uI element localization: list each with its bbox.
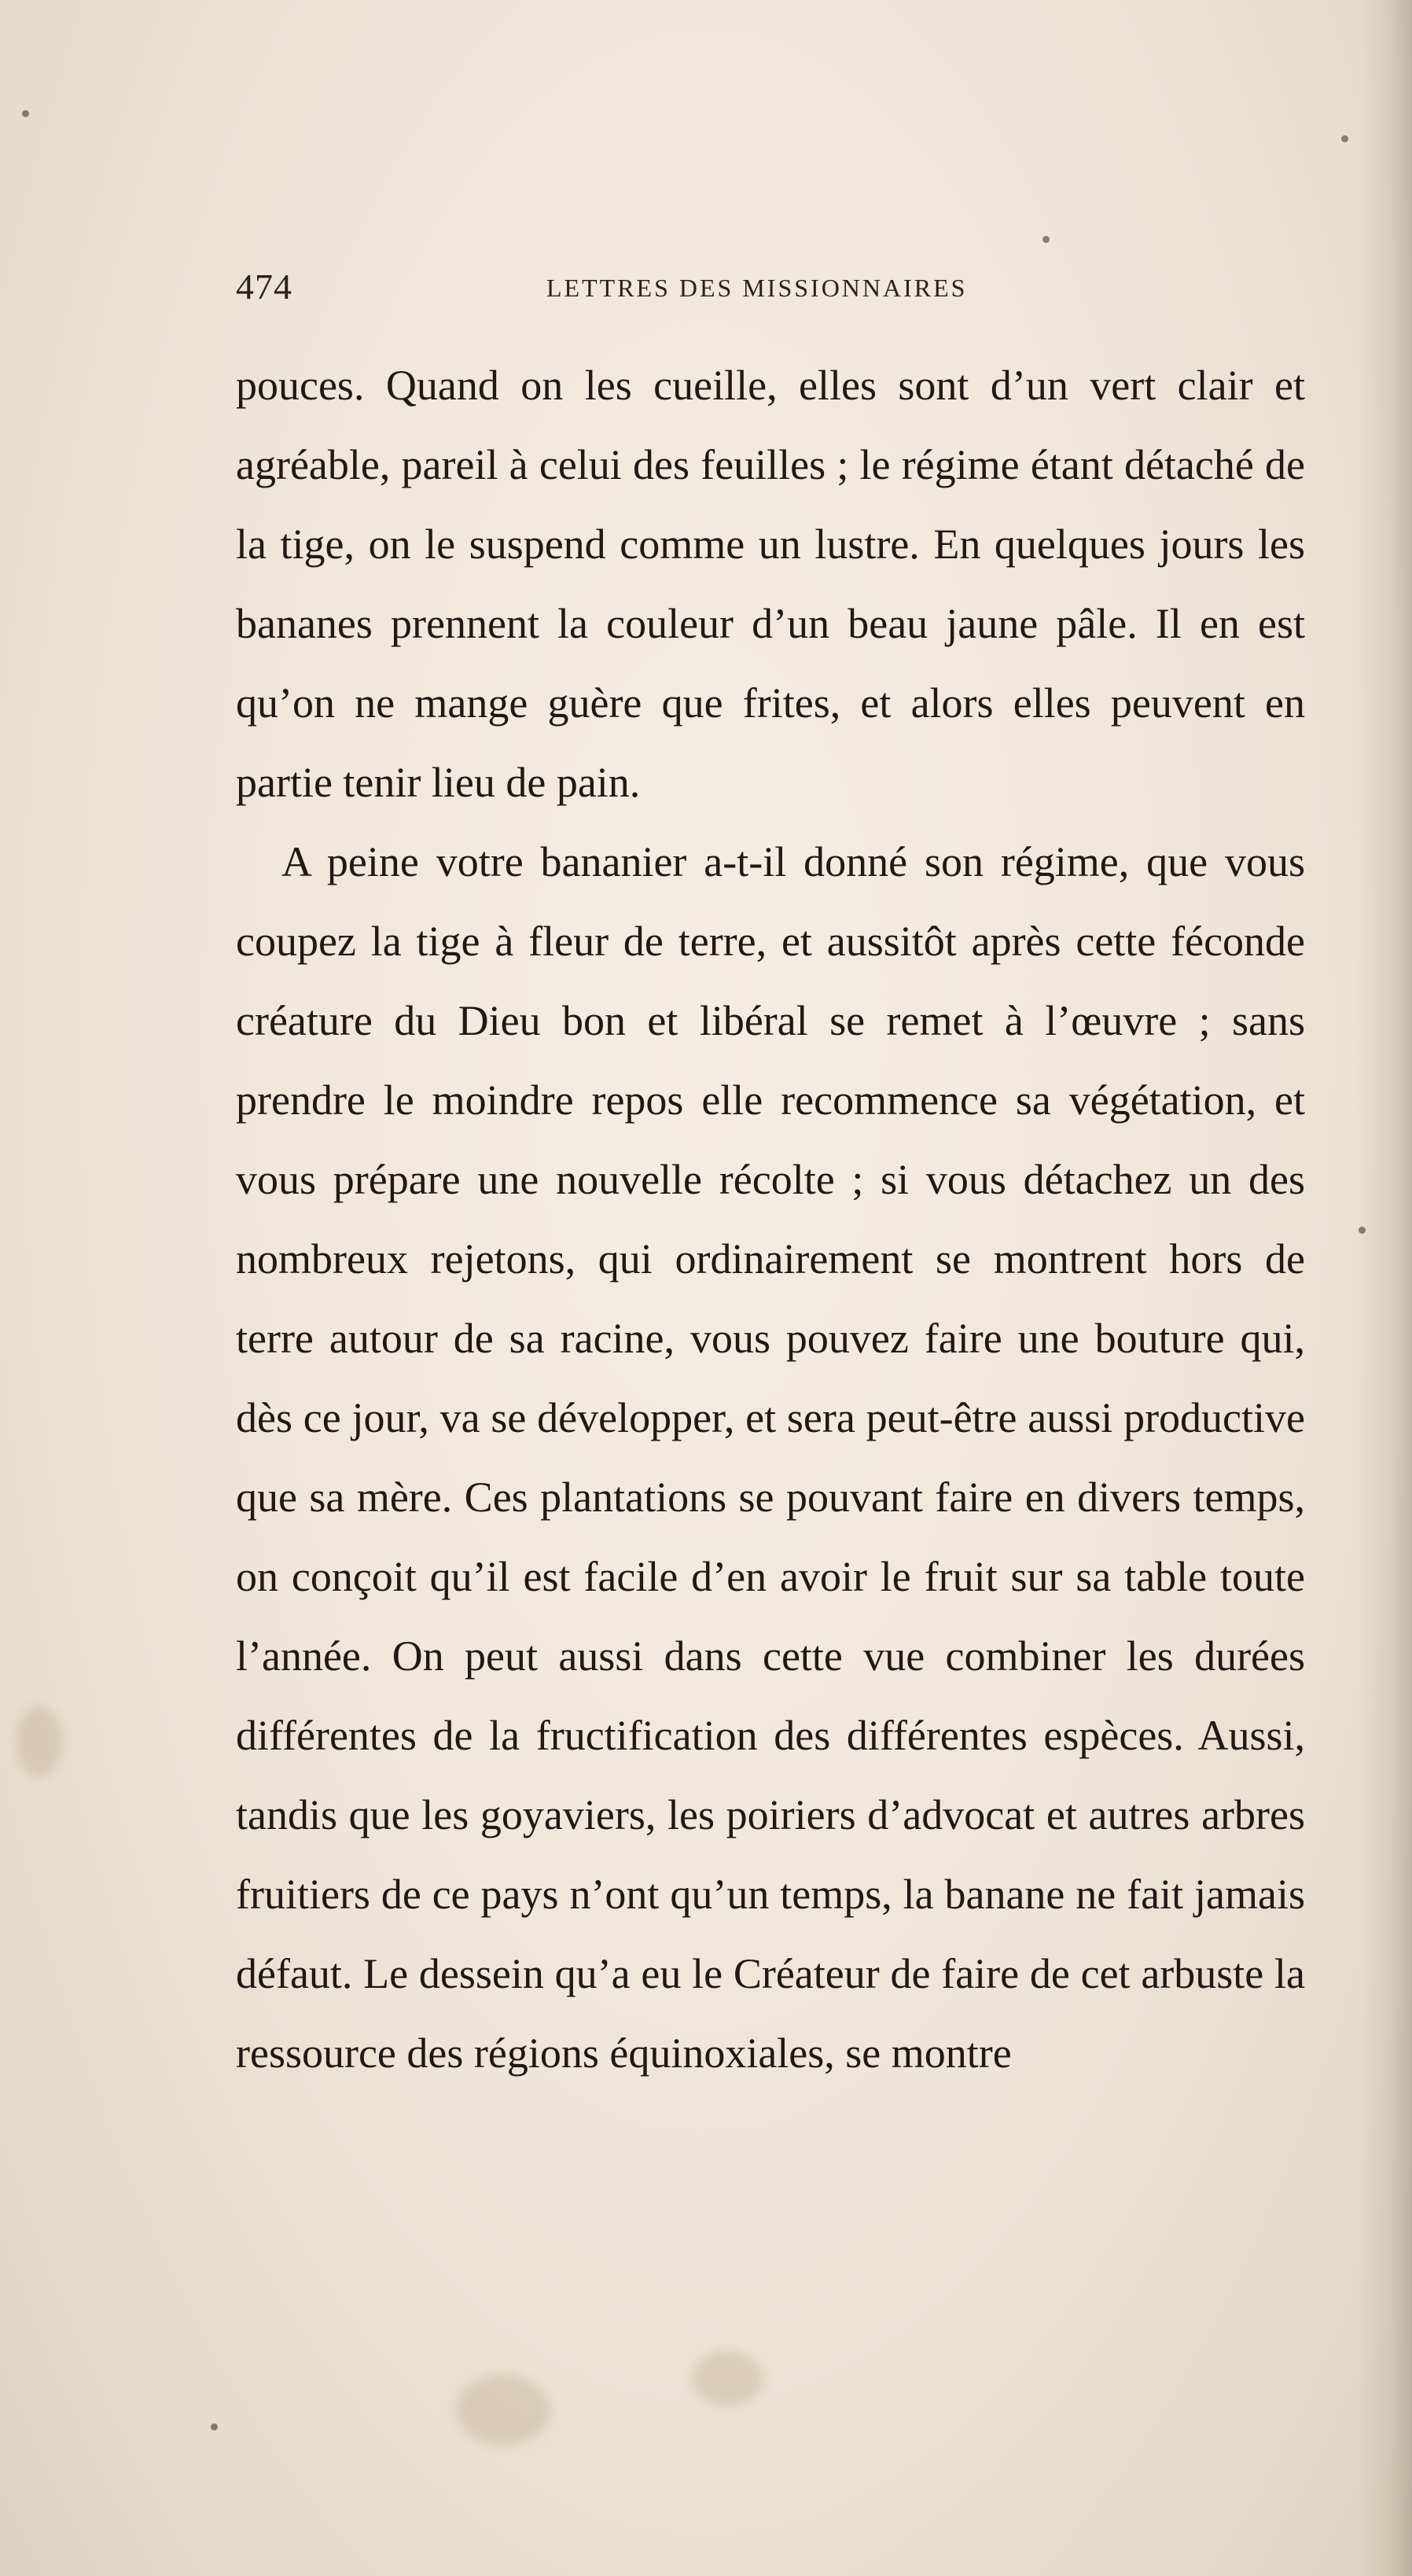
page-header bbox=[236, 266, 1305, 313]
paragraph: A peine votre bananier a-t-il donné son régime, que vous coupez la tige à fleur de terre, et aussitôt après cette féconde créature du Dieu bon et libéral se remet à l’œuvre ; sans prendre le moindre repos elle recommence sa végétation, et vous prépare une nouvelle récolte ; si vous détachez un des nombreux rejetons, qui ordinairement se montrent hors de terre autour de sa racine, vous pouvez faire une bouture qui, dès ce jour, va se développer, et sera peut-être aussi productive que sa mère. Ces plantations se pouvant faire en divers temps, on conçoit qu’il est facile d’en avoir le fruit sur sa table toute l’année. On peut aussi dans cette vue combiner les durées différentes de la fructification des différentes espèces. Aussi, tandis que les goyaviers, les poiriers d’advocat et autres arbres fruitiers de ce pays n’ont qu’un temps, la banane ne fait jamais défaut. Le dessein qu’a eu le Créateur de faire de cet arbuste la ressource des régions équinoxiales, se montre bbox=[236, 838, 1305, 2077]
paper-stain bbox=[16, 1706, 63, 1777]
paper-speck bbox=[1042, 236, 1050, 243]
page-edge-shadow bbox=[1357, 0, 1412, 2576]
body-text bbox=[236, 346, 1305, 2093]
paragraph: pouces. Quand on les cueille, elles sont d’un vert clair et agréable, pareil à celui des feuilles ; le régime étant détaché de la tige, on le suspend comme un lustre. En quelques jours les bananes prennent la couleur d’un beau jaune pâle. Il en est qu’on ne mange guère que frites, et alors elles peuvent en partie tenir lieu de pain. bbox=[236, 362, 1305, 806]
paper-stain bbox=[692, 2351, 763, 2406]
paper-speck bbox=[211, 2423, 218, 2431]
paper-speck bbox=[1359, 1227, 1366, 1234]
paper-stain bbox=[456, 2375, 550, 2445]
running-title: LETTRES DES MISSIONNAIRES bbox=[546, 274, 968, 302]
page-number: 474 bbox=[236, 267, 292, 307]
paper-speck bbox=[1341, 135, 1348, 142]
paper-speck bbox=[22, 110, 29, 117]
